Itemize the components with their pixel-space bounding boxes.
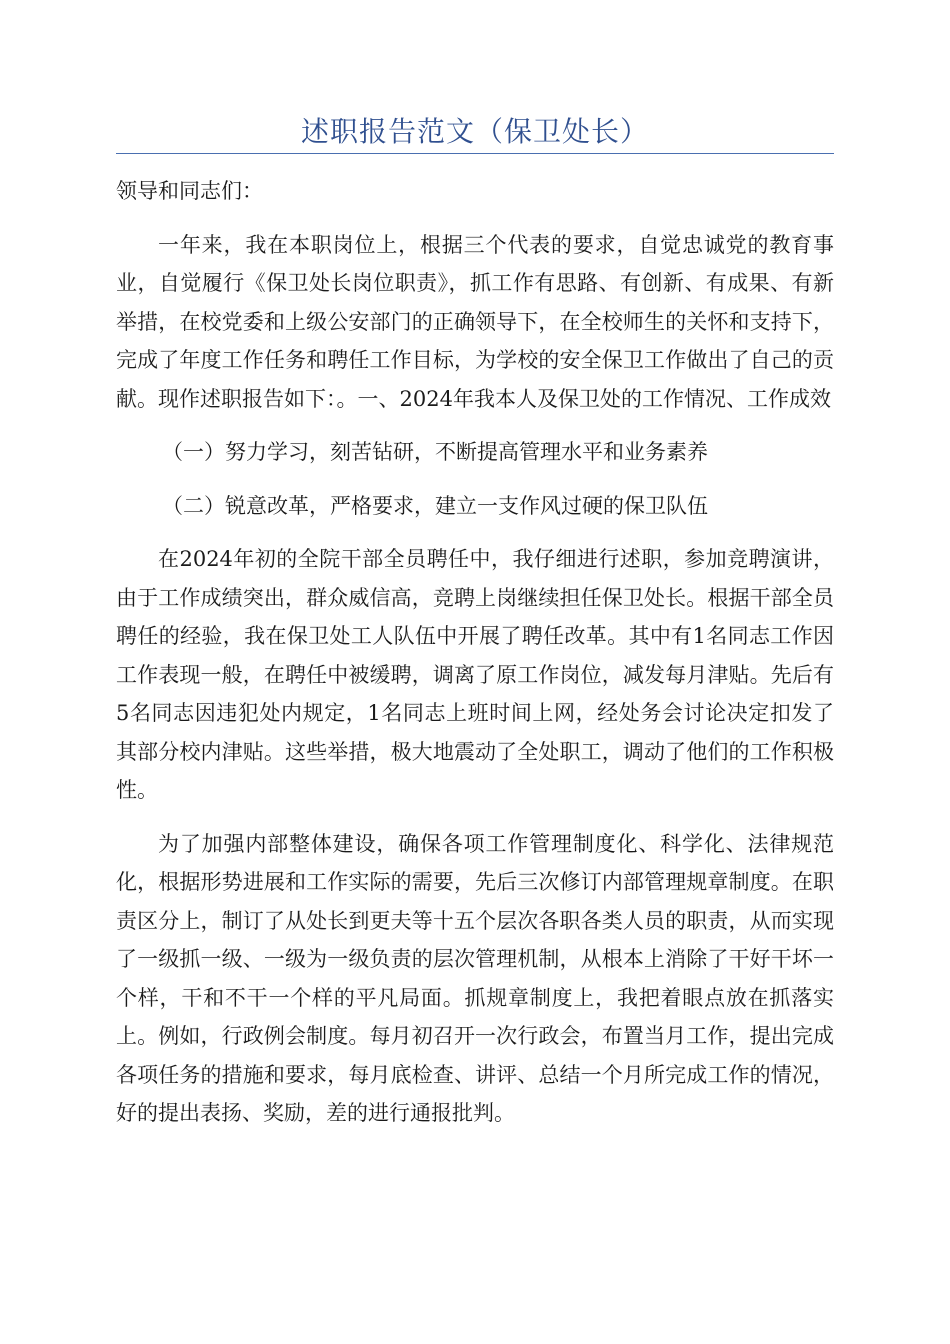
document-title: 述职报告范文（保卫处长） <box>300 115 649 148</box>
document-body <box>116 172 834 1133</box>
paragraph-rules: 为了加强内部整体建设，确保各项工作管理制度化、科学化、法律规范化，根据形势进展和工作实际的需要，先后三次修订内部管理规章制度。在职责区分上，制订了从处长到更夫等十五个层次各职各类人员的职责，从而实现了一级抓一级、一级为一级负责的层次管理机制，从根本上消除了干好干坏一个样，干和不干一个样的平凡局面。抓规章制度上，我把着眼点放在抓落实上。例如，行政例会制度。每月初召开一次行政会，布置当月工作，提出完成各项任务的措施和要求，每月底检查、讲评、总结一个月所完成工作的情况，好的提出表扬、奖励，差的进行通报批判。 <box>116 831 834 1125</box>
title-underline <box>116 153 834 154</box>
paragraph-intro: 一年来，我在本职岗位上，根据三个代表的要求，自觉忠诚党的教育事业，自觉履行《保卫处长岗位职责》，抓工作有思路、有创新、有成果、有新举措，在校党委和上级公安部门的正确领导下，在全校师生的关怀和支持下，完成了年度工作任务和聘任工作目标，为学校的安全保卫工作做出了自己的贡献。现作述职报告如下：。一、2024年我本人及保卫处的工作情况、工作成效 <box>116 232 834 411</box>
subheading-2: （二）锐意改革，严格要求，建立一支作风过硬的保卫队伍 <box>162 493 708 518</box>
subheading-1: （一）努力学习，刻苦钻研，不断提高管理水平和业务素养 <box>162 440 708 464</box>
paragraph-reform: 在2024年初的全院干部全员聘任中，我仔细进行述职，参加竞聘演讲，由于工作成绩突出，群众威信高，竞聘上岗继续担任保卫处长。根据干部全员聘任的经验，我在保卫处工人队伍中开展了聘任改革。其中有1名同志工作因工作表现一般，在聘任中被缓聘，调离了原工作岗位，减发每月津贴。先后有5名同志因违犯处内规定，1名同志上班时间上网，经处务会讨论决定扣发了其部分校内津贴。这些举措，极大地震动了全处职工，调动了他们的工作积极性。 <box>116 547 834 802</box>
greeting: 领导和同志们： <box>116 179 263 203</box>
